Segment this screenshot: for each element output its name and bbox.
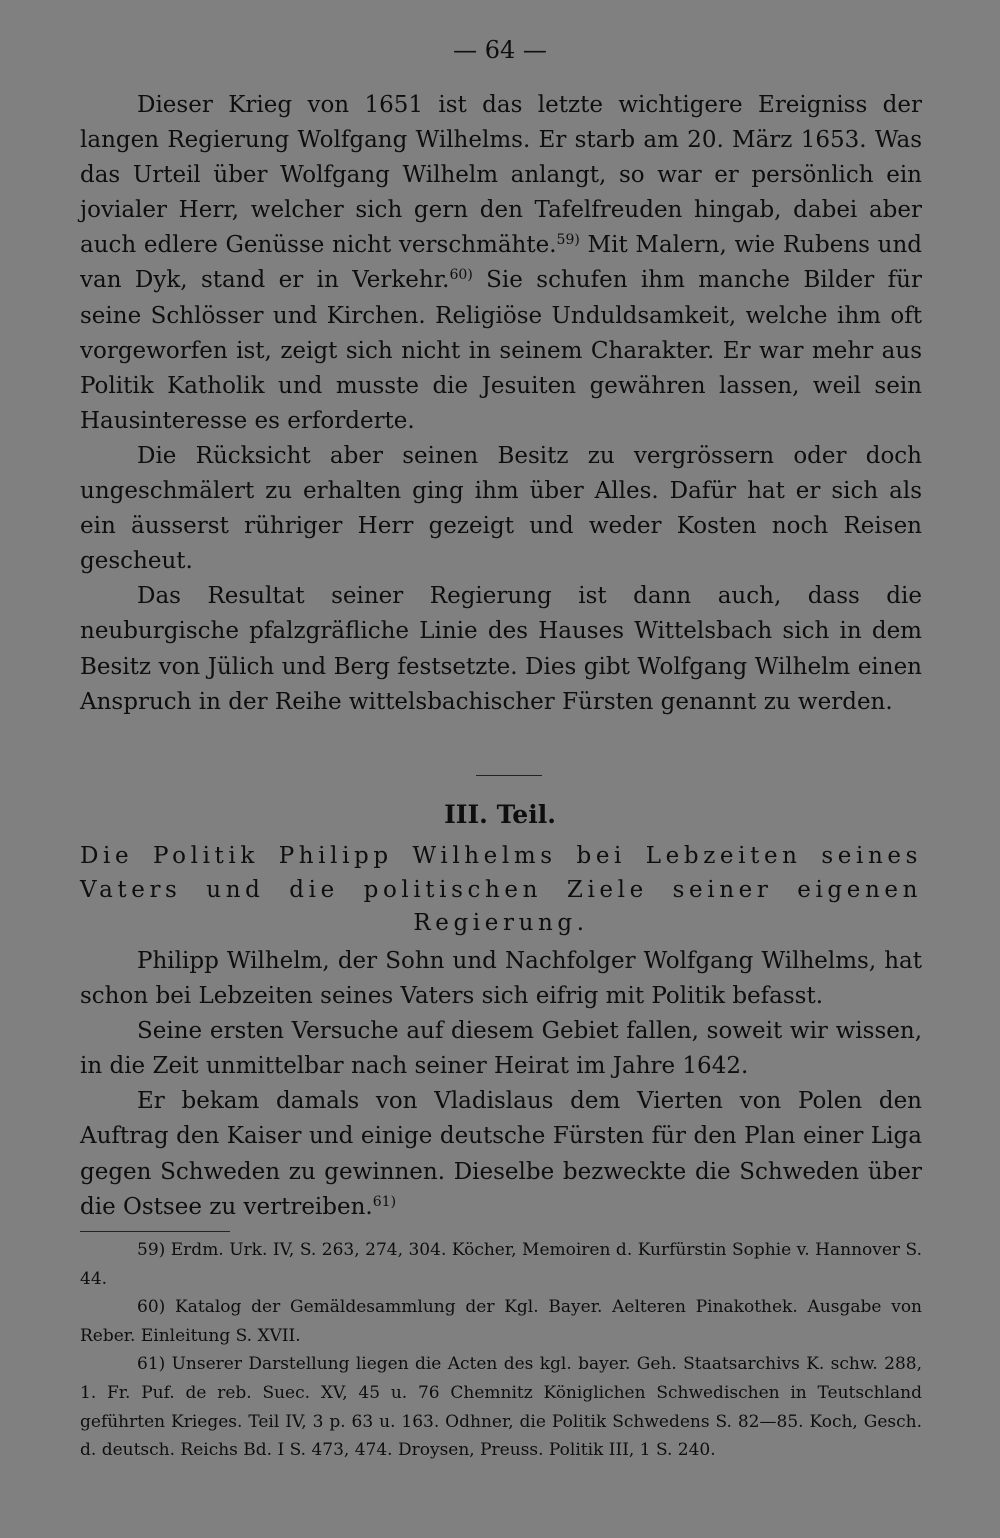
paragraph: Philipp Wilhelm, der Sohn und Nachfolger Wolfgang Wilhelms, hat schon bei Lebzeiten seines Vaters sich eifrig mit Politik befasst. [80,948,922,1010]
footnotes [80,1236,922,1465]
paragraph: Er bekam damals von Vladislaus dem Vierten von Polen den Auftrag den Kaiser und einige deutsche Fürsten für den Plan einer Liga gegen Schweden zu gewinnen. Dieselbe bezweckte die Schweden über die Ostsee zu vertreiben.$^{61)}$ [80,1088,922,1220]
main-text-section-two [80,944,922,1225]
footnote: 60) Katalog der Gemäldesammlung der Kgl. Bayer. Aelteren Pinakothek. Ausgabe von Reber. Einleitung S. XVII. [80,1297,922,1346]
paragraph: Dieser Krieg von 1651 ist das letzte wichtigere Ereigniss der langen Regierung Wolfgang Wilhelms. Er starb am 20. März 1653. Was das Urteil über Wolfgang Wilhelm anlangt, so war er persönlich ein jovialer Herr, welcher sich gern den Tafelfreuden hingab, dabei aber auch edlere Genüsse nicht verschmähte.$^{59)}$ Mit Malern, wie Rubens und van Dyk, stand er in Verkehr.$^{60)}$ Sie schufen ihm manche Bilder für seine Schlösser und Kirchen. Religiöse Unduldsamkeit, welche ihm oft vorgeworfen ist, zeigt sich nicht in seinem Charakter. Er war mehr aus Politik Katholik und musste die Jesuiten gewähren lassen, weil sein Hausinteresse es erforderte. [80,92,922,434]
footnote-divider [80,1231,230,1232]
footnote: 61) Unserer Darstellung liegen die Acten des kgl. bayer. Geh. Staatsarchivs K. schw. 288, 1. Fr. Puf. de reb. Suec. XV, 45 u. 76 Chemnitz Königlichen Schwedischen in Teutschland geführten Krieges. Teil IV, 3 p. 63 u. 163. Odhner, die Politik Schwedens S. 82—85. Koch, Gesch. d. deutsch. Reichs Bd. I S. 473, 474. Droysen, Preuss. Politik III, 1 S. 240. [80,1354,922,1461]
paragraph: Das Resultat seiner Regierung ist dann auch, dass die neuburgische pfalzgräfliche Linie des Hauses Wittelsbach sich in dem Besitz von Jülich und Berg festsetzte. Dies gibt Wolfgang Wilhelm einen Anspruch in der Reihe wittelsbachischer Fürsten genannt zu werden. [80,583,922,715]
page-number: — 64 — [453,36,547,64]
section-divider [476,775,542,776]
part-heading: III. Teil. [444,800,556,829]
footnote-ref: 60) [449,267,473,284]
part-subheading: Die Politik Philipp Wilhelms bei Lebzeiten seines Vaters und die politischen Ziele seiner eigenen Regierung. [80,843,922,936]
footnote-ref: 59) [556,232,580,249]
paragraph: Seine ersten Versuche auf diesem Gebiet fallen, soweit wir wissen, in die Zeit unmittelbar nach seiner Heirat im Jahre 1642. [80,1018,922,1080]
paragraph: Die Rücksicht aber seinen Besitz zu vergrössern oder doch ungeschmälert zu erhalten ging ihm über Alles. Dafür hat er sich als ein äusserst rühriger Herr gezeigt und weder Kosten noch Reisen gescheut. [80,442,922,575]
footnote: 59) Erdm. Urk. IV, S. 263, 274, 304. Köcher, Memoiren d. Kurfürstin Sophie v. Hannover S. 44. [80,1240,922,1289]
main-text-section-one [80,88,922,720]
footnote-ref: 61) [372,1193,397,1210]
